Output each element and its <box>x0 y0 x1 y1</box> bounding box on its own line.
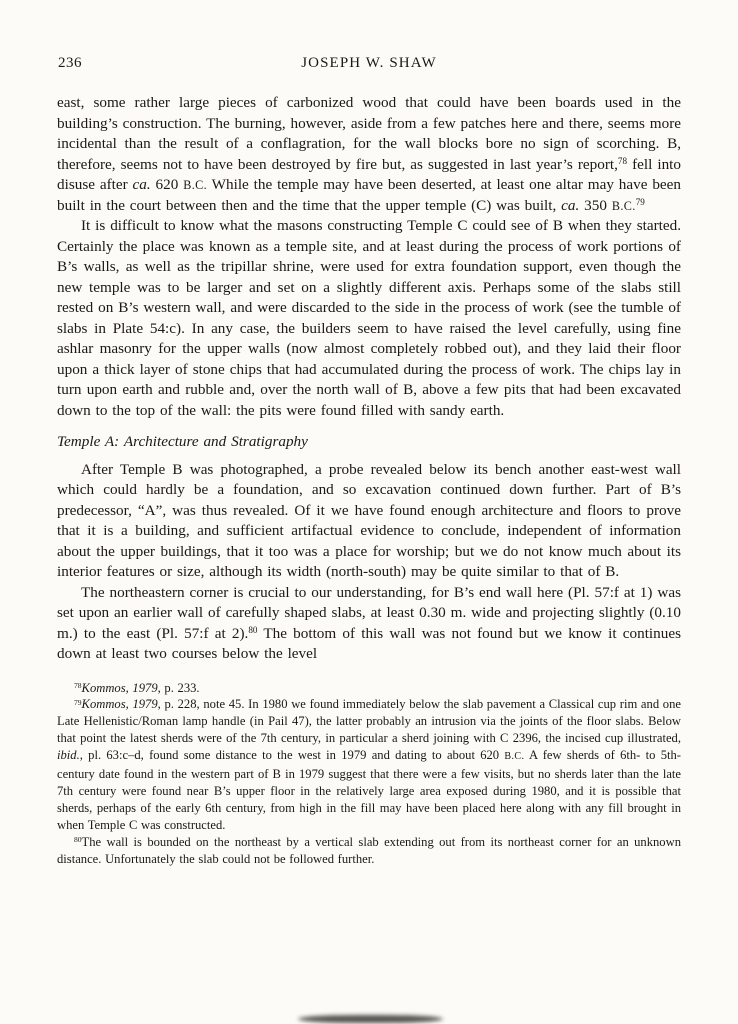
page-number: 236 <box>58 55 82 71</box>
footnotes-section <box>57 680 681 868</box>
footnote-79: $^{79}$Kommos, 1979, p. 228, note 45. In 1980 we found immediately below the slab pavement a Classical cup rim and one Late Hellenistic/Roman lamp handle (in Pail 47), the latter probably an intrusion via the joints of the floor slabs. Below that point the latest sherds were of the 7th century, in particular a sherd joining with C 2396, the incised cup illustrated, ibid., pl. 63:c–d, found some distance to the west in 1979 and dating to about 620 B.C. A few sherds of 6th- to 5th-century date found in the western part of B in 1979 suggest that there were a few visits, but no sherds later than the late 7th century were found near B’s upper floor in the relatively large area exposed during 1980, and it is possible that sherds, perhaps of the early 6th century, from high in the fill may have been placed here along with any fill brought in when Temple C was constructed. <box>57 697 681 832</box>
body-paragraph-2: It is difficult to know what the masons constructing Temple C could see of B when they started. Certainly the place was known as a temple site, and at least during the process of work portions of B’s walls, as well as the tripillar shrine, were used for extra foundation support, even though the new temple was to be larger and set on a slightly different axis. Perhaps some of the slabs still rested on B’s western wall, and were discarded to the side in the process of work (see the tumble of slabs in Plate 54:c). In any case, the builders seem to have raised the level carefully, using fine ashlar masonry for the upper walls (now almost completely robbed out), and they laid their floor upon a thick layer of stone chips that had accumulated during the process of work. The chips lay in turn upon earth and rubble and, over the north wall of B, above a few pits that had been excavated down to the top of the wall: the pits were found filled with sandy earth. <box>57 217 681 419</box>
scan-artifact <box>298 1015 443 1023</box>
body-paragraph-4: The northeastern corner is crucial to our understanding, for B’s end wall here (Pl. 57:f at 1) was set upon an earlier wall of carefully shaped slabs, at least 0.30 m. wide and projecting slightly (0.10 m.) to the east (Pl. 57:f at 2).$^{80}$ The bottom of this wall was not found but we know it continues down at least two courses below the level <box>57 583 681 662</box>
footnote-80: $^{80}$The wall is bounded on the northeast by a vertical slab extending out from its northeast corner for an unknown distance. Unfortunately the slab could not be followed further. <box>57 834 681 866</box>
body-paragraph-3: After Temple B was photographed, a probe revealed below its bench another east-west wall which could hardly be a foundation, and so excavation continued down further. Part of B’s predecessor, “A”, was thus revealed. Of it we have found enough architecture and floors to prove that it is a building, and sufficient artifactual evidence to conclude, independent of information about the upper buildings, that it too was a place for worship; but we do not know much about its interior features or size, although its width (north-south) may be quite similar to that of B. <box>57 460 681 580</box>
footnote-78: $^{78}$Kommos, 1979, p. 233. <box>74 680 200 695</box>
section-heading: Temple A: Architecture and Stratigraphy <box>57 433 308 450</box>
body-paragraph-1: east, some rather large pieces of carbonized wood that could have been boards used in the building’s construction. The burning, however, aside from a few patches here and there, seems more incidental than the result of a conflagration, for the wall blocks bore no sign of scorching. B, therefore, seems not to have been destroyed by fire but, as suggested in last year’s report,$^{78}$ fell into disuse after ca. 620 B.C. While the temple may have been deserted, at least one altar may have been built in the court between then and the time that the upper temple (C) was built, ca. 350 B.C.$^{79}$ <box>57 94 681 214</box>
page-header <box>57 55 681 75</box>
body-text <box>57 93 681 665</box>
running-head: JOSEPH W. SHAW <box>301 55 437 71</box>
